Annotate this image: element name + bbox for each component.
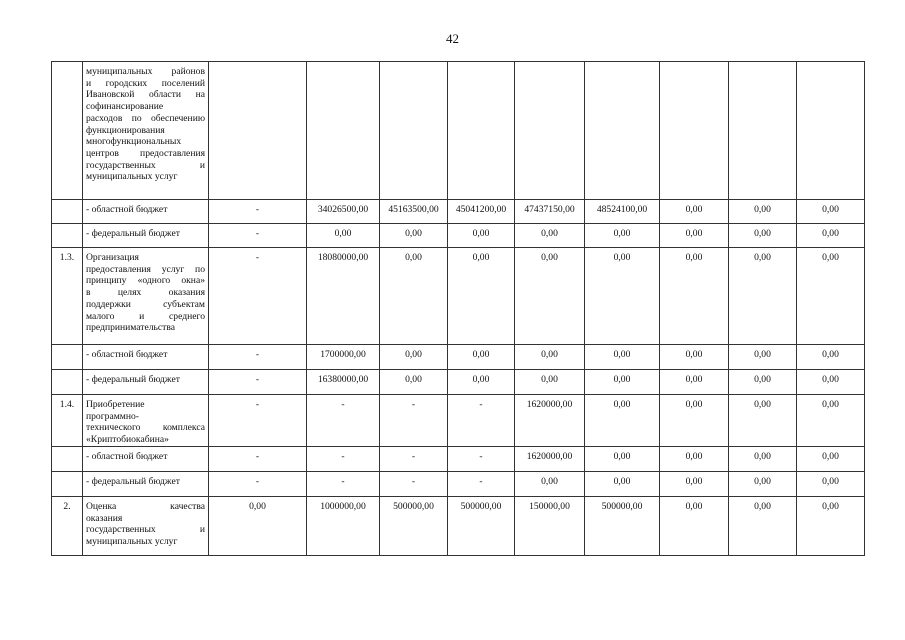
table-cell: 0,00 — [585, 472, 660, 497]
table-cell — [585, 62, 660, 200]
row-index — [52, 472, 83, 497]
table-row — [52, 497, 865, 556]
row-name-line: и городских поселений — [86, 77, 205, 89]
table-cell: 45041200,00 — [448, 200, 515, 224]
table-cell: 45163500,00 — [380, 200, 448, 224]
row-name-line: многофункциональных — [86, 136, 182, 148]
table-cell: 0,00 — [660, 497, 729, 556]
table-cell: 0,00 — [585, 447, 660, 472]
table-cell: 0,00 — [797, 248, 865, 345]
table-cell: 0,00 — [448, 248, 515, 345]
table-cell: 0,00 — [729, 472, 797, 497]
table-cell: 0,00 — [660, 345, 729, 370]
table-cell: 0,00 — [515, 370, 585, 395]
row-name-line: Оценка качества — [86, 501, 205, 512]
table-cell — [515, 62, 585, 200]
table-cell: - — [209, 447, 307, 472]
table-cell: - — [448, 447, 515, 472]
row-label: - областной бюджет — [83, 345, 209, 370]
table-cell: 47437150,00 — [515, 200, 585, 224]
table-cell — [660, 62, 729, 200]
row-label: - федеральный бюджет — [83, 472, 209, 497]
table-row — [52, 395, 865, 447]
table-row — [52, 224, 865, 248]
row-name-line: центров предоставления — [86, 147, 205, 159]
row-index: 2. — [52, 497, 83, 556]
table-cell: - — [209, 200, 307, 224]
table-cell — [307, 62, 380, 200]
table-cell: 0,00 — [729, 497, 797, 556]
table-cell: 0,00 — [797, 447, 865, 472]
table-cell: 18080000,00 — [307, 248, 380, 345]
table-cell: 0,00 — [797, 345, 865, 370]
table-cell: 0,00 — [380, 370, 448, 395]
table-cell: 0,00 — [729, 248, 797, 345]
table-cell: 0,00 — [448, 345, 515, 370]
row-name-line: малого и среднего — [86, 310, 205, 322]
table-cell: 0,00 — [797, 472, 865, 497]
row-name — [83, 497, 209, 556]
table-cell: - — [448, 472, 515, 497]
table-cell: 1700000,00 — [307, 345, 380, 370]
row-name-line: Ивановской области на — [86, 89, 205, 101]
row-name-line: государственных и — [86, 159, 205, 171]
table-cell: 0,00 — [448, 370, 515, 395]
table-cell: 0,00 — [660, 395, 729, 447]
table-cell: - — [307, 395, 380, 447]
row-name-line: предпринимательства — [86, 322, 176, 334]
table-cell: 0,00 — [729, 370, 797, 395]
row-index — [52, 224, 83, 248]
table-cell: 0,00 — [797, 200, 865, 224]
row-name — [83, 248, 209, 345]
row-label: - федеральный бюджет — [83, 224, 209, 248]
table-cell: 500000,00 — [585, 497, 660, 556]
table-cell: 0,00 — [585, 345, 660, 370]
row-name-line: Организация — [86, 252, 139, 263]
row-name-line: муниципальных услуг — [86, 171, 178, 183]
table-cell: 0,00 — [380, 248, 448, 345]
table-cell: - — [307, 447, 380, 472]
table-cell: 150000,00 — [515, 497, 585, 556]
table-cell: 0,00 — [585, 248, 660, 345]
row-name — [83, 62, 209, 200]
row-name-line: предоставления услуг по — [86, 263, 205, 275]
row-name-line: функционирования — [86, 124, 165, 136]
table-cell: 0,00 — [729, 447, 797, 472]
row-name-line: «Криптобиокабина» — [86, 434, 169, 446]
table-cell: - — [209, 472, 307, 497]
row-index — [52, 200, 83, 224]
row-name-line: государственных и — [86, 524, 205, 536]
table-cell: 0,00 — [797, 395, 865, 447]
row-name-line: поддержки субъектам — [86, 298, 205, 310]
row-label: - областной бюджет — [83, 200, 209, 224]
table-cell: 0,00 — [515, 224, 585, 248]
table-body — [52, 62, 865, 556]
table-cell: 500000,00 — [448, 497, 515, 556]
table-cell: 0,00 — [660, 370, 729, 395]
table-cell: 0,00 — [660, 472, 729, 497]
table-cell: - — [209, 370, 307, 395]
row-name-line: программно- — [86, 410, 139, 422]
row-index — [52, 345, 83, 370]
table-cell: 0,00 — [307, 224, 380, 248]
row-name-line: Приобретение — [86, 399, 145, 410]
row-index: 1.4. — [52, 395, 83, 447]
table-row — [52, 248, 865, 345]
table-cell: 0,00 — [729, 224, 797, 248]
table-cell: 1000000,00 — [307, 497, 380, 556]
row-name-line: расходов по обеспечению — [86, 112, 205, 124]
row-index — [52, 370, 83, 395]
table-cell: 0,00 — [660, 248, 729, 345]
table-cell: 34026500,00 — [307, 200, 380, 224]
table-cell — [209, 62, 307, 200]
table-cell: 500000,00 — [380, 497, 448, 556]
table-cell: 0,00 — [660, 200, 729, 224]
row-name-line: оказания — [86, 512, 123, 524]
table-cell: - — [448, 395, 515, 447]
table-row — [52, 472, 865, 497]
table-row — [52, 345, 865, 370]
table-cell: - — [380, 472, 448, 497]
row-label: - федеральный бюджет — [83, 370, 209, 395]
table-cell: 1620000,00 — [515, 447, 585, 472]
row-name-line: муниципальных услуг — [86, 536, 178, 548]
table-row — [52, 200, 865, 224]
table-cell: 16380000,00 — [307, 370, 380, 395]
table-cell: - — [307, 472, 380, 497]
table-cell: - — [209, 248, 307, 345]
row-name-line: муниципальных районов — [86, 66, 205, 77]
row-name-line: софинансирование — [86, 101, 164, 113]
table-cell: 0,00 — [660, 224, 729, 248]
table-cell: 0,00 — [585, 224, 660, 248]
table-cell: 0,00 — [797, 370, 865, 395]
row-label: - областной бюджет — [83, 447, 209, 472]
table-cell: 48524100,00 — [585, 200, 660, 224]
table-cell: 0,00 — [515, 472, 585, 497]
table-cell: - — [209, 345, 307, 370]
table-row — [52, 447, 865, 472]
table-cell — [797, 62, 865, 200]
row-index — [52, 447, 83, 472]
table-cell: 1620000,00 — [515, 395, 585, 447]
table-cell: - — [209, 395, 307, 447]
row-index: 1.3. — [52, 248, 83, 345]
table-cell: - — [209, 224, 307, 248]
table-cell: 0,00 — [729, 200, 797, 224]
row-name — [83, 395, 209, 447]
table-cell: 0,00 — [729, 345, 797, 370]
table-cell: 0,00 — [380, 345, 448, 370]
row-name-line: в целях оказания — [86, 287, 205, 299]
table-cell: 0,00 — [797, 497, 865, 556]
budget-table — [51, 61, 865, 556]
table-row — [52, 370, 865, 395]
row-index — [52, 62, 83, 200]
table-cell: 0,00 — [660, 447, 729, 472]
table-cell: 0,00 — [209, 497, 307, 556]
row-name-line: принципу «одного окна» — [86, 275, 205, 287]
table-cell: 0,00 — [515, 248, 585, 345]
table-cell: 0,00 — [585, 395, 660, 447]
table-cell: 0,00 — [729, 395, 797, 447]
table-cell: 0,00 — [515, 345, 585, 370]
table-cell: - — [380, 395, 448, 447]
table-cell: - — [380, 447, 448, 472]
table-cell: 0,00 — [380, 224, 448, 248]
table-row — [52, 62, 865, 200]
table-cell — [729, 62, 797, 200]
table-cell: 0,00 — [585, 370, 660, 395]
table-cell: 0,00 — [448, 224, 515, 248]
page-number: 42 — [446, 31, 459, 46]
row-name-line: технического комплекса — [86, 422, 205, 434]
table-cell — [380, 62, 448, 200]
table-cell — [448, 62, 515, 200]
table-cell: 0,00 — [797, 224, 865, 248]
